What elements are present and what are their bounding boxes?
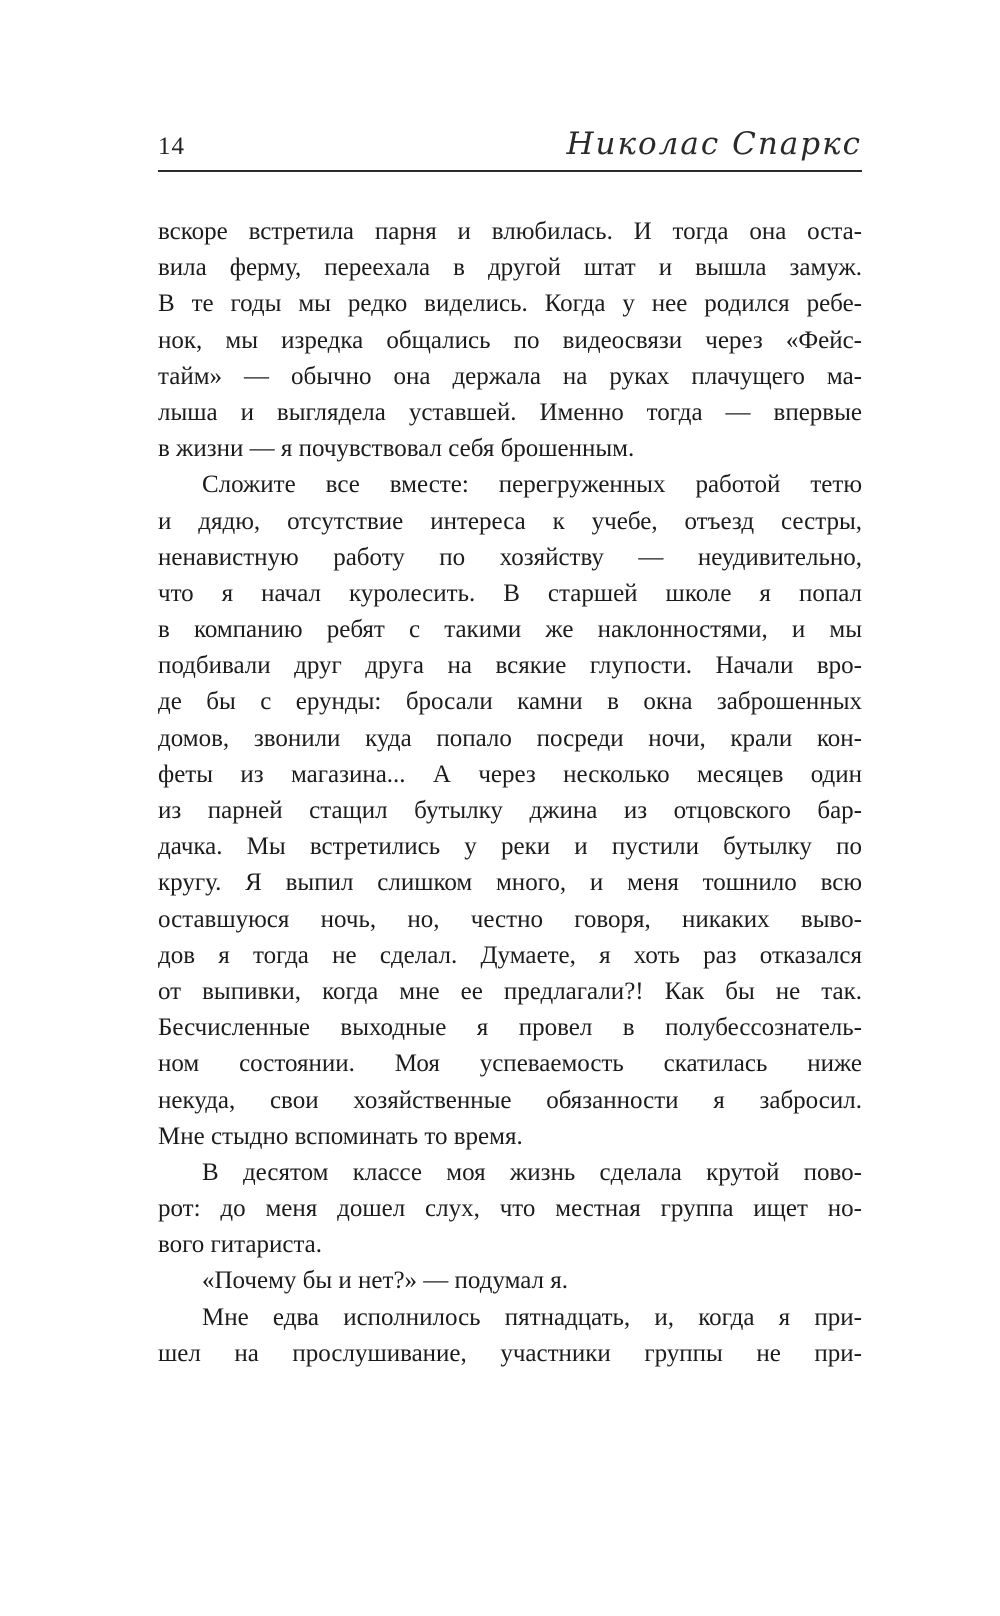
text-line: в жизни — я почувствовал себя брошенным. <box>158 435 635 463</box>
text-line: феты из магазина... А через несколько месяцев один <box>158 760 862 788</box>
text-line: нок, мы изредка общались по видеосвязи через «Фейс- <box>158 326 862 354</box>
text-line: дачка. Мы встретились у реки и пустили бутылку по <box>158 833 862 861</box>
text-line: вила ферму, переехала в другой штат и вышла замуж. <box>158 254 862 282</box>
author-running-head: Николас Спаркс <box>566 126 862 162</box>
text-line: Мне стыдно вспоминать то время. <box>158 1122 523 1150</box>
text-line: ном состоянии. Моя успеваемость скатилась ниже <box>158 1050 862 1078</box>
paragraph <box>158 467 862 1155</box>
text-line: рот: до меня дошел слух, что местная группа ищет но- <box>158 1195 862 1223</box>
page-text <box>158 214 862 1372</box>
text-line: Мне едва исполнилось пятнадцать, и, когда я при- <box>202 1303 862 1331</box>
text-line: тайм» — обычно она держала на руках плачущего ма- <box>158 362 862 390</box>
text-line: кругу. Я выпил слишком много, и меня тошнило всю <box>158 869 862 897</box>
text-line: домов, звонили куда попало посреди ночи, крали кон- <box>158 724 862 752</box>
text-line: вскоре встретила парня и влюбилась. И тогда она оста- <box>158 218 862 245</box>
text-line: и дядю, отсутствие интереса к учебе, отъезд сестры, <box>158 507 862 535</box>
text-line: некуда, свои хозяйственные обязанности я забросил. <box>158 1086 862 1114</box>
text-line: шел на прослушивание, участники группы не при- <box>158 1339 862 1367</box>
page-header <box>158 0 862 172</box>
text-line: подбивали друг друга на всякие глупости. Начали вро- <box>158 652 862 680</box>
text-line: дов я тогда не сделал. Думаете, я хоть раз отказался <box>158 941 862 969</box>
text-line: В десятом классе моя жизнь сделала крутой пово- <box>202 1158 862 1186</box>
text-line: что я начал куролесить. В старшей школе я попал <box>158 579 862 607</box>
text-line: В те годы мы редко виделись. Когда у нее родился ребе- <box>158 290 862 318</box>
text-line: ненавистную работу по хозяйству — неудивительно, <box>158 543 862 571</box>
paragraph <box>158 1155 862 1264</box>
text-line: де бы с ерунды: бросали камни в окна заброшенных <box>158 688 862 716</box>
text-line: оставшуюся ночь, но, честно говоря, никаких выво- <box>158 905 862 933</box>
page-number: 14 <box>158 133 185 160</box>
text-line: Бесчисленные выходные я провел в полубессознатель- <box>158 1014 862 1042</box>
paragraph <box>158 214 862 467</box>
text-line: вого гитариста. <box>158 1231 323 1259</box>
book-page <box>158 0 862 1372</box>
text-line: Сложите все вместе: перегруженных работой тетю <box>202 471 862 499</box>
text-line: «Почему бы и нет?» — подумал я. <box>202 1267 569 1295</box>
text-line: от выпивки, когда мне ее предлагали?! Как бы не так. <box>158 977 862 1005</box>
paragraph <box>158 1263 862 1299</box>
text-line: из парней стащил бутылку джина из отцовского бар- <box>158 797 862 824</box>
paragraph <box>158 1300 862 1372</box>
text-line: в компанию ребят с такими же наклонностями, и мы <box>158 616 862 644</box>
text-line: лыша и выглядела уставшей. Именно тогда — впервые <box>158 398 862 426</box>
